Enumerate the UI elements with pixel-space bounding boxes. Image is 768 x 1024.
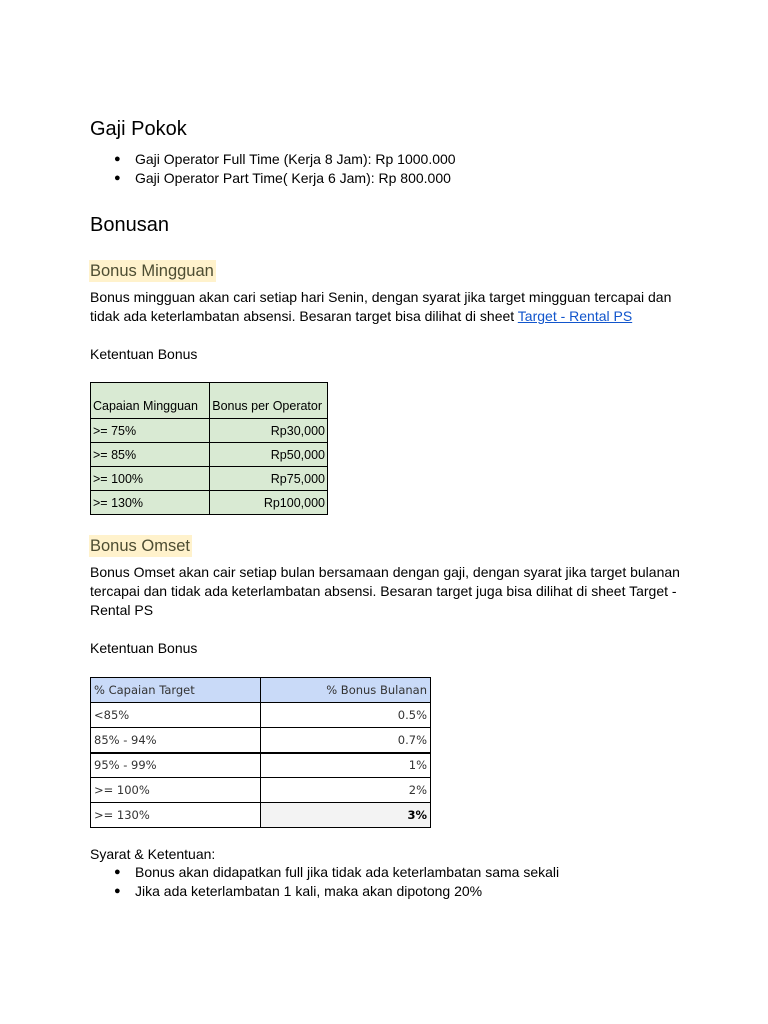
table-cell: >= 100% [91,467,210,491]
bullet-icon: ● [114,885,121,897]
heading-bonus-omset: Bonus Omset [90,537,190,555]
table-cell: >= 100% [91,778,261,803]
table-row [91,491,328,515]
bullet-icon: ● [114,172,121,184]
gaji-pokok-list [90,150,456,188]
bonus-omset-table [90,677,431,828]
table-header-row [91,383,328,419]
table-cell: >= 75% [91,419,210,443]
table-cell: 2% [260,778,431,803]
list-item: ● Jika ada keterlambatan 1 kali, maka akan dipotong 20% [114,883,483,899]
table-cell: 1% [260,753,431,778]
table-cell: >= 130% [91,491,210,515]
table-row [91,467,328,491]
bullet-icon: ● [114,866,121,878]
table-cell: >= 130% [91,803,261,828]
table-header-cell: % Capaian Target [91,678,261,703]
ketentuan-bonus-label: Ketentuan Bonus [90,640,198,656]
table-cell: 0.5% [260,703,431,728]
syarat-list [90,863,559,901]
table-cell: >= 85% [91,443,210,467]
table-header-row [91,678,431,703]
table-row [91,728,431,753]
heading-gaji-pokok: Gaji Pokok [90,118,187,140]
table-cell: Rp100,000 [210,491,328,515]
target-rental-ps-link[interactable]: Target - Rental PS [517,308,633,324]
bonus-omset-description: Bonus Omset akan cair setiap bulan bersamaan dengan gaji, dengan syarat jika target bulanan tercapai dan tidak ada keterlambatan absensi. Besaran target juga bisa dilihat di sheet Target - Rental PS [90,564,680,618]
heading-bonus-mingguan: Bonus Mingguan [90,262,214,280]
table-cell: 3% [260,803,431,828]
ketentuan-bonus-label: Ketentuan Bonus [90,346,198,362]
table-cell: Rp30,000 [210,419,328,443]
table-header-cell: Bonus per Operator [210,383,328,419]
table-row [91,753,431,778]
heading-bonusan: Bonusan [90,214,169,236]
table-cell: Rp50,000 [210,443,328,467]
table-row [91,778,431,803]
table-cell: 0.7% [260,728,431,753]
table-cell: Rp75,000 [210,467,328,491]
list-item: ● Gaji Operator Part Time( Kerja 6 Jam): Rp 800.000 [114,170,451,186]
table-cell: 85% - 94% [91,728,261,753]
table-cell: 95% - 99% [91,753,261,778]
bonus-mingguan-table [90,382,328,515]
list-item: ● Bonus akan didapatkan full jika tidak ada keterlambatan sama sekali [114,864,560,880]
table-row [91,419,328,443]
table-row [91,703,431,728]
table-header-cell: Capaian Mingguan [91,383,210,419]
table-row [91,443,328,467]
syarat-ketentuan-title: Syarat & Ketentuan: [90,846,216,862]
table-header-cell: % Bonus Bulanan [260,678,431,703]
bonus-mingguan-description: Bonus mingguan akan cari setiap hari Senin, dengan syarat jika target mingguan tercapai dan tidak ada keterlambatan absensi. Besaran target bisa dilihat di sheet Target - Rental PS [90,289,672,324]
bullet-icon: ● [114,153,121,165]
list-item: ● Gaji Operator Full Time (Kerja 8 Jam): Rp 1000.000 [114,151,456,167]
table-row [91,803,431,828]
table-cell: <85% [91,703,261,728]
